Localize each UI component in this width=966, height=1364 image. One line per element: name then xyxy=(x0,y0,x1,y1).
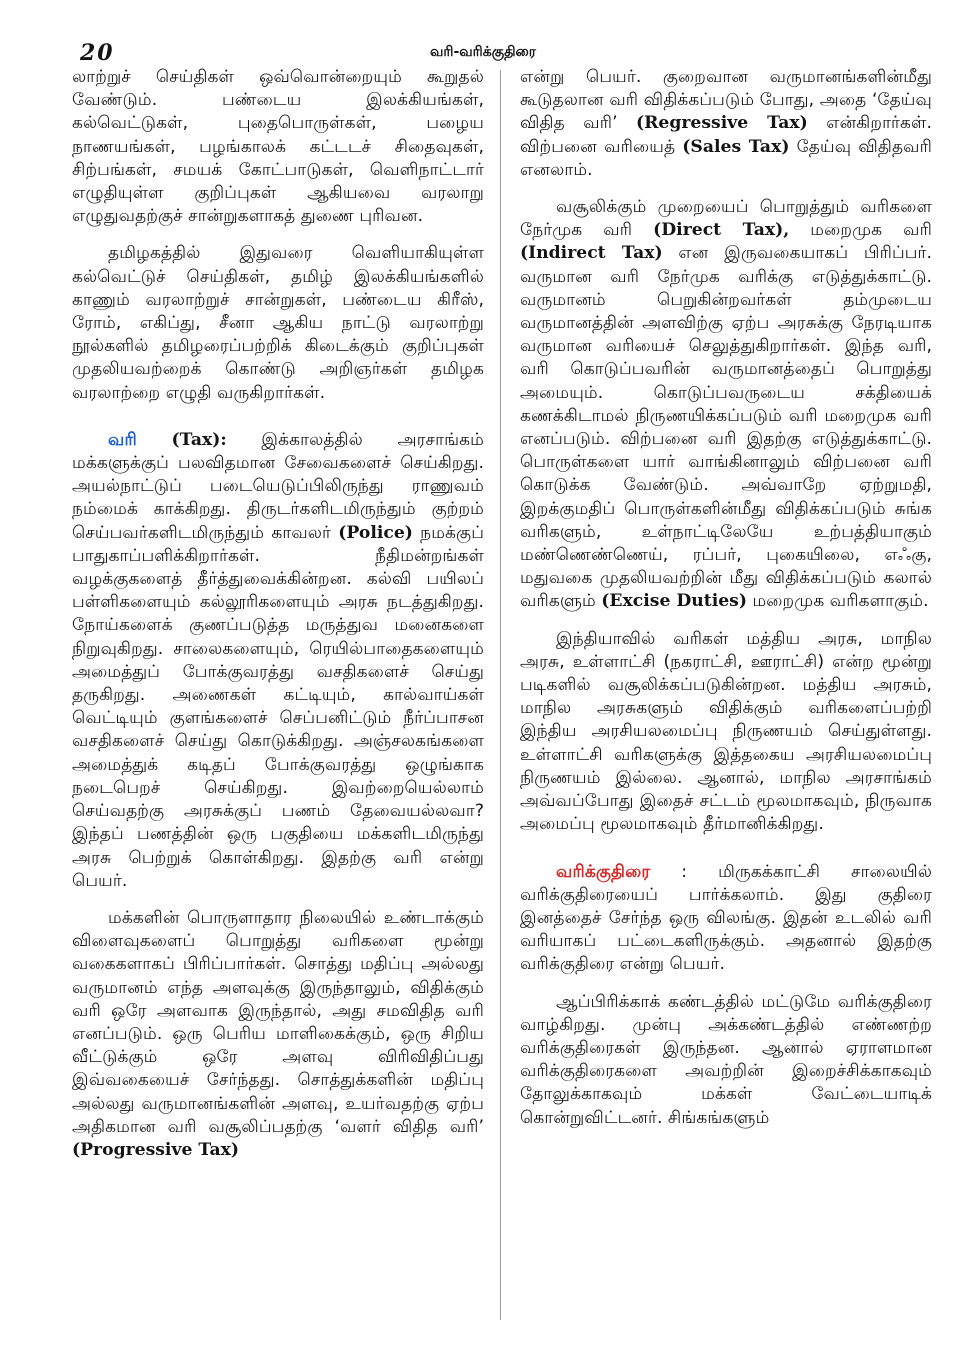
regressive-text-part-3: தேய்வு விதிதவரி எனலாம். xyxy=(520,136,932,180)
paragraph-india-tax-levels: இந்தியாவில் வரிகள் மத்திய அரசு, மாநில அரசு, உள்ளாட்சி (நகராட்சி, ஊராட்சி) என்ற மூன்று படிகளில் வசூலிக்கப்படுகின்றன. மத்திய அரசும், மாநில அரசுகளும் விதிக்கும் வரிகளைப்பற்றி இந்திய அரசியலமைப்பு நிருணயம் செய்துள்ளது. உள்ளாட்சி வரிகளுக்கு இத்தகைய அரசியலமைப்பு நிருணயம் இல்லை. ஆனால், மாநில அரசாங்கம் அவ்வப்போது இதைச் சட்டம் மூலமாகவும், நிருவாக அமைப்பு மூலமாகவும் தீர்மானிக்கிறது. xyxy=(520,628,932,835)
regressive-text-part-1: என்று பெயர். குறைவான வருமானங்களின்மீது கூடுதலான வரி விதிக்கப்படும் போது, அதை ‘தேய்வு விதித வரி’ xyxy=(520,67,932,134)
paragraph-regressive-tax xyxy=(520,66,932,182)
paragraph-tax-definition xyxy=(72,429,484,893)
paragraph-history-sources: லாற்றுச் செய்திகள் ஒவ்வொன்றையும் கூறுதல் வேண்டும். பண்டைய இலக்கியங்கள், கல்வெட்டுகள், புதைபொருள்கள், பழைய நாணயங்கள், பழங்காலக் கட்டடச் சிதைவுகள், சிற்பங்கள், சமயக் கோட்பாடுகள், வெளிநாட்டார் எழுதியுள்ள குறிப்புகள் ஆகியவை வரலாறு எழுதுவதற்குச் சான்றுகளாகத் துணை புரிவன. xyxy=(72,67,484,227)
police-english-term: (Police) xyxy=(338,522,413,543)
zebra-intro-text: மிருகக்காட்சி சாலையில் வரிக்குதிரையைப் பார்க்கலாம். இது குதிரை இனத்தைச் சேர்ந்த ஒரு விலங்கு. இதன் உடலில் வரி வரியாகப் பட்டைகளிருக்கும். அதனால் இதற்கு வரிக்குதிரை என்று பெயர். xyxy=(520,861,932,975)
paragraph-zebra-africa: ஆப்பிரிக்காக் கண்டத்தில் மட்டுமே வரிக்குதிரை வாழ்கிறது. முன்பு அக்கண்டத்தில் எண்ணற்ற வரிக்குதிரைகள் இருந்தன. ஆனால் ஏராளமான வரிக்குதிரைகளை அவற்றின் இறைச்சிக்காகவும் தோலுக்காகவும் மக்கள் வேட்டையாடிக் கொன்றுவிட்டனர். சிங்கங்களும் xyxy=(520,991,932,1128)
column-divider xyxy=(500,70,501,1320)
paragraph-direct-indirect-tax xyxy=(520,196,932,614)
paragraph-tamil-history: தமிழகத்தில் இதுவரை வெளியாகியுள்ள கல்வெட்டுச் செய்திகள், தமிழ் இலக்கியங்களில் காணும் வரலாற்றுச் சான்றுகள், பண்டைய கிரீஸ், ரோம், எகிப்து, சீனா ஆகிய நாட்டு வரலாற்று நூல்களில் தமிழரைப்பற்றிக் கிடைக்கும் குறிப்புகள் முதலியவற்றைக் கொண்டு அறிஞர்கள் தமிழக வரலாற்றை எழுதி வருகிறார்கள். xyxy=(72,243,484,403)
progressive-tax-term: (Progressive Tax) xyxy=(72,1139,240,1160)
direct-text-part-2: மறைமுக வரி xyxy=(810,220,932,241)
tax-types-text: மக்களின் பொருளாதார நிலையில் உண்டாக்கும் விளைவுகளைப் பொறுத்து வரிகளை மூன்று வகைகளாகப் பிரிப்பார்கள். சொத்து மதிப்பு அல்லது வருமானம் எந்த அளவுக்கு இருந்தாலும், விதிக்கும் வரி ஒரே அளவாக இருந்தால், அது சமவிதித வரி எனப்படும். ஒரு பெரிய மாளிகைக்கும், ஒரு சிறிய வீட்டுக்கும் ஒரே அளவு விரிவிதிப்பது இவ்வகையைச் சேர்ந்தது. சொத்துக்களின் மதிப்பு அல்லது வருமானங்களின் அளவு, உயர்வதற்கு ஏற்ப அதிகமான வரி வசூலிப்பதற்கு ‘வளர் விதித வரி’ xyxy=(72,907,484,1137)
tax-english-term: (Tax): xyxy=(171,429,227,450)
running-head: வரி-வரிக்குதிரை xyxy=(430,44,537,60)
tax-text-part-1: இக்காலத்தில் அரசாங்கம் மக்களுக்குப் பலவிதமான சேவைகளைச் செய்கிறது. அயல்நாட்டுப் படையெடுப்பிலிருந்து ராணுவம் நம்மைக் காக்கிறது. திருடர்களிடமிருந்தும் குற்றம் செய்பவர்களிடமிருந்தும் காவலர் xyxy=(72,429,484,543)
direct-text-part-3: என இருவகையாகப் பிரிப்பர். வருமான வரி நேர்முக வரிக்கு எடுத்துக்காட்டு. வருமானம் பெறுகின்றவர்கள் தம்முடைய வருமானத்தின் அளவிற்கு ஏற்ப அரசுக்கு நேரடியாக வருமான வரியைச் செலுத்துகிறார்கள். இந்த வரி, வரி கொடுப்பவரின் வருமானத்தைப் பொறுத்து அமையும். கொடுப்பவருடைய சக்தியைக் கணக்கிடாமல் நிருணயிக்கப்படும் வரி மறைமுக வரி எனப்படும். விற்பனை வரி இதற்கு எடுத்துக்காட்டு. பொருள்களை யார் வாங்கினாலும் விற்பனை வரி கொடுக்க வேண்டும். அவ்வாறே ஏற்றுமதி, இறக்குமதிப் பொருள்களின்மீது விதிக்கப்படும் சுங்க வரிகளும், உள்நாட்டிலேயே உற்பத்தியாகும் மண்ணெண்ணெய், ரப்பர், புகையிலை, எஃகு, மதுவகை முதலியவற்றின் மீது விதிக்கப்படும் கலால் வரிகளும் xyxy=(520,243,932,612)
direct-text-part-4: மறைமுக வரிகளாகும். xyxy=(752,591,929,612)
zebra-heading: வரிக்குதிரை xyxy=(556,861,651,882)
left-column xyxy=(72,66,484,1162)
indirect-tax-term: (Indirect Tax) xyxy=(520,243,663,264)
right-column xyxy=(520,66,932,1130)
direct-text-part-1: வசூலிக்கும் முறையைப் பொறுத்தும் வரிகளை நேர்முக வரி xyxy=(520,197,932,241)
paragraph-tax-types xyxy=(72,907,484,1162)
direct-tax-term: (Direct Tax), xyxy=(653,220,790,241)
page-number: 20 xyxy=(80,40,115,66)
paragraph-zebra-intro xyxy=(520,861,932,977)
regressive-tax-term: (Regressive Tax) xyxy=(635,113,808,134)
tax-heading: வரி xyxy=(108,429,137,450)
tax-text-part-2: நமக்குப் பாதுகாப்பளிக்கிறார்கள். நீதிமன்றங்கள் வழக்குகளைத் தீர்த்துவைக்கின்றன. கல்வி பயிலப் பள்ளிகளையும் கல்லூரிகளையும் அரசு நடத்துகிறது. நோய்களைக் குணப்படுத்த மருத்துவ மனைகளை நிறுவுகிறது. சாலைகளையும், ரெயில்பாதைகளையும் அமைத்துப் போக்குவரத்து வசதிகளைச் செய்து தருகிறது. அணைகள் கட்டியும், கால்வாய்கள் வெட்டியும் குளங்களைச் செப்பனிட்டும் நீர்ப்பாசன வசதிகளைச் செய்து கொடுக்கிறது. அஞ்சலகங்களை அமைத்துக் கடிதப் போக்குவரத்து ஒழுங்காக நடைபெறச் செய்கிறது. இவற்றையெல்லாம் செய்வதற்கு அரசுக்குப் பணம் தேவையல்லவா? இந்தப் பணத்தின் ஒரு பகுதியை மக்களிடமிருந்து அரசு பெற்றுக் கொள்கிறது. இதற்கு வரி என்று பெயர். xyxy=(72,522,484,891)
excise-duties-term: (Excise Duties) xyxy=(601,591,747,612)
zebra-colon: : xyxy=(681,861,688,882)
regressive-text-part-2: என்கிறார்கள். விற்பனை வரியைத் xyxy=(520,113,932,157)
sales-tax-term: (Sales Tax) xyxy=(682,136,790,157)
